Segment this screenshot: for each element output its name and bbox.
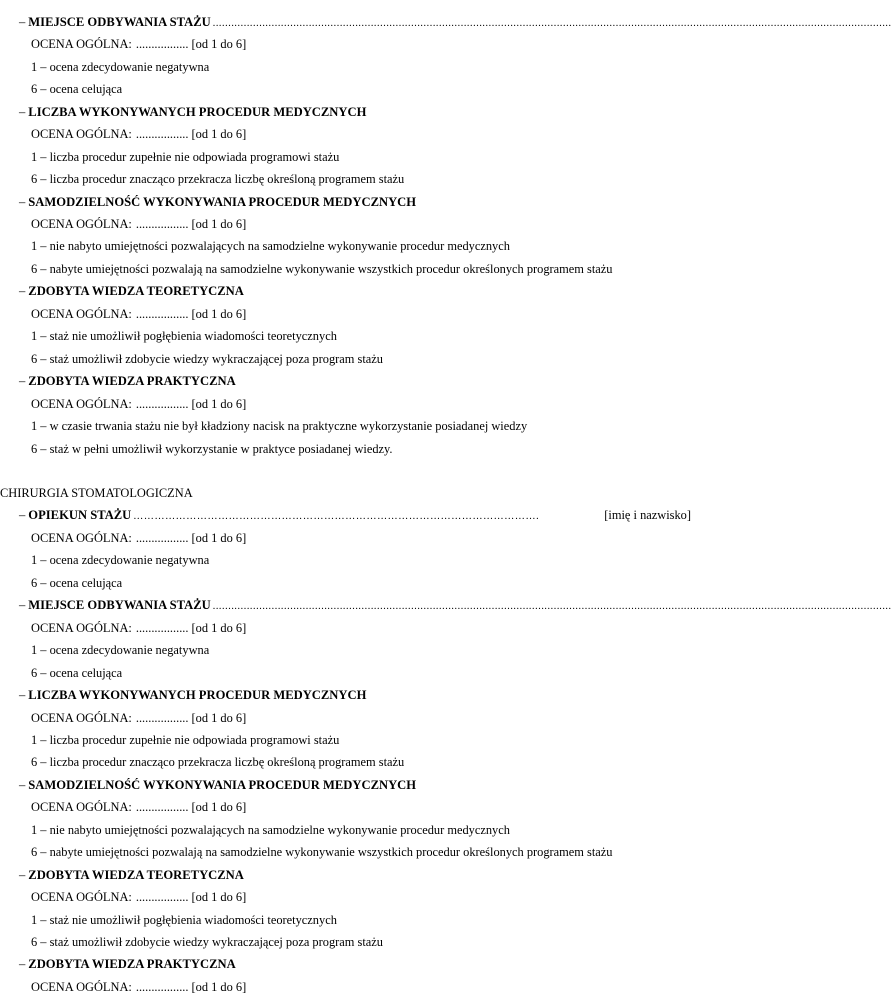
scale-description: 6 – nabyte umiejętności pozwalają na samodzielne wykonywanie wszystkich procedur określonych programem stażu	[31, 845, 613, 859]
criterion-heading	[19, 597, 892, 615]
score-blank: .................	[135, 37, 189, 51]
score-range: [od 1 do 6]	[191, 980, 247, 994]
heading-dash: –	[19, 15, 26, 29]
scale-description: 6 – ocena celująca	[31, 576, 123, 590]
fill-in-dots: ...........................................................................................................................................................................................................................	[212, 18, 892, 29]
scale-description: 6 – staż umożliwił zdobycie wiedzy wykraczającej poza program stażu	[31, 935, 383, 949]
score-range: [od 1 do 6]	[191, 217, 247, 231]
overall-score-row	[31, 126, 246, 142]
scale-description: 1 – staż nie umożliwił pogłębienia wiadomości teoretycznych	[31, 329, 337, 343]
score-label: OCENA OGÓLNA:	[31, 307, 132, 321]
heading-dash: –	[19, 105, 26, 119]
heading-dash: –	[19, 778, 26, 792]
score-blank: .................	[135, 531, 189, 545]
criterion-title: ZDOBYTA WIEDZA TEORETYCZNA	[28, 284, 244, 298]
overall-score-row	[31, 36, 246, 52]
overall-score-row	[31, 979, 246, 995]
score-blank: .................	[135, 397, 189, 411]
score-range: [od 1 do 6]	[191, 307, 247, 321]
heading-dash: –	[19, 868, 26, 882]
criterion-heading	[19, 14, 892, 32]
section-title: CHIRURGIA STOMATOLOGICZNA	[0, 486, 193, 500]
overall-score-row	[31, 306, 246, 322]
criterion-title: OPIEKUN STAŻU	[28, 508, 132, 522]
fill-in-dots: …………………………………………………………………………………………………….	[133, 511, 540, 522]
score-range: [od 1 do 6]	[191, 621, 247, 635]
scale-description: 1 – liczba procedur zupełnie nie odpowiada programowi stażu	[31, 150, 340, 164]
heading-dash: –	[19, 598, 26, 612]
scale-description: 6 – ocena celująca	[31, 666, 123, 680]
overall-score-row	[31, 889, 246, 905]
criterion-heading	[19, 687, 691, 703]
criterion-title: SAMODZIELNOŚĆ WYKONYWANIA PROCEDUR MEDYCZNYCH	[28, 195, 417, 209]
scale-description: 1 – w czasie trwania stażu nie był kładziony nacisk na praktyczne wykorzystanie posiadanej wiedzy	[31, 419, 528, 433]
score-blank: .................	[135, 621, 189, 635]
criterion-heading	[19, 194, 691, 210]
overall-score-row	[31, 710, 246, 726]
heading-dash: –	[19, 374, 26, 388]
criterion-title: SAMODZIELNOŚĆ WYKONYWANIA PROCEDUR MEDYCZNYCH	[28, 778, 417, 792]
heading-dash: –	[19, 284, 26, 298]
criterion-title: ZDOBYTA WIEDZA PRAKTYCZNA	[28, 374, 236, 388]
score-blank: .................	[135, 217, 189, 231]
score-range: [od 1 do 6]	[191, 127, 247, 141]
score-label: OCENA OGÓLNA:	[31, 397, 132, 411]
scale-description: 1 – nie nabyto umiejętności pozwalających na samodzielne wykonywanie procedur medycznych	[31, 823, 510, 837]
scale-description: 1 – ocena zdecydowanie negatywna	[31, 553, 210, 567]
scale-description: 6 – staż w pełni umożliwił wykorzystanie w praktyce posiadanej wiedzy.	[31, 442, 393, 456]
overall-score-row	[31, 799, 246, 815]
criterion-heading	[19, 777, 691, 793]
scale-description: 6 – liczba procedur znacząco przekracza liczbę określoną programem stażu	[31, 755, 405, 769]
criterion-title: MIEJSCE ODBYWANIA STAŻU	[28, 15, 211, 29]
scale-description: 1 – staż nie umożliwił pogłębienia wiadomości teoretycznych	[31, 913, 337, 927]
criterion-heading	[19, 283, 691, 299]
overall-score-row	[31, 216, 246, 232]
score-range: [od 1 do 6]	[191, 800, 247, 814]
score-label: OCENA OGÓLNA:	[31, 800, 132, 814]
score-blank: .................	[135, 307, 189, 321]
score-label: OCENA OGÓLNA:	[31, 37, 132, 51]
criterion-title: ZDOBYTA WIEDZA TEORETYCZNA	[28, 868, 244, 882]
score-range: [od 1 do 6]	[191, 711, 247, 725]
criterion-title: LICZBA WYKONYWANYCH PROCEDUR MEDYCZNYCH	[28, 688, 367, 702]
score-label: OCENA OGÓLNA:	[31, 531, 132, 545]
score-blank: .................	[135, 980, 189, 994]
scale-description: 6 – nabyte umiejętności pozwalają na samodzielne wykonywanie wszystkich procedur określonych programem stażu	[31, 262, 613, 276]
criterion-heading	[19, 956, 691, 972]
overall-score-row	[31, 620, 246, 636]
scale-description: 6 – staż umożliwił zdobycie wiedzy wykraczającej poza program stażu	[31, 352, 383, 366]
overall-score-row	[31, 396, 246, 412]
criterion-title: ZDOBYTA WIEDZA PRAKTYCZNA	[28, 957, 236, 971]
score-range: [od 1 do 6]	[191, 531, 247, 545]
score-label: OCENA OGÓLNA:	[31, 890, 132, 904]
fill-in-hint: [imię i nazwisko]	[604, 508, 691, 522]
criterion-heading	[19, 507, 691, 525]
score-blank: .................	[135, 711, 189, 725]
score-label: OCENA OGÓLNA:	[31, 621, 132, 635]
heading-dash: –	[19, 688, 26, 702]
fill-in-dots: ...........................................................................................................................................................................................................................	[212, 601, 892, 612]
heading-dash: –	[19, 195, 26, 209]
score-range: [od 1 do 6]	[191, 397, 247, 411]
score-label: OCENA OGÓLNA:	[31, 711, 132, 725]
score-range: [od 1 do 6]	[191, 37, 247, 51]
scale-description: 6 – liczba procedur znacząco przekracza liczbę określoną programem stażu	[31, 172, 405, 186]
scale-description: 1 – nie nabyto umiejętności pozwalających na samodzielne wykonywanie procedur medycznych	[31, 239, 510, 253]
criterion-heading	[19, 104, 691, 120]
score-range: [od 1 do 6]	[191, 890, 247, 904]
heading-dash: –	[19, 508, 26, 522]
criterion-title: MIEJSCE ODBYWANIA STAŻU	[28, 598, 211, 612]
heading-dash: –	[19, 957, 26, 971]
scale-description: 1 – ocena zdecydowanie negatywna	[31, 60, 210, 74]
score-blank: .................	[135, 800, 189, 814]
score-label: OCENA OGÓLNA:	[31, 980, 132, 994]
score-label: OCENA OGÓLNA:	[31, 217, 132, 231]
overall-score-row	[31, 530, 246, 546]
score-blank: .................	[135, 127, 189, 141]
score-label: OCENA OGÓLNA:	[31, 127, 132, 141]
scale-description: 6 – ocena celująca	[31, 82, 123, 96]
scale-description: 1 – liczba procedur zupełnie nie odpowiada programowi stażu	[31, 733, 340, 747]
scale-description: 1 – ocena zdecydowanie negatywna	[31, 643, 210, 657]
score-blank: .................	[135, 890, 189, 904]
criterion-heading	[19, 373, 691, 389]
criterion-title: LICZBA WYKONYWANYCH PROCEDUR MEDYCZNYCH	[28, 105, 367, 119]
criterion-heading	[19, 867, 691, 883]
